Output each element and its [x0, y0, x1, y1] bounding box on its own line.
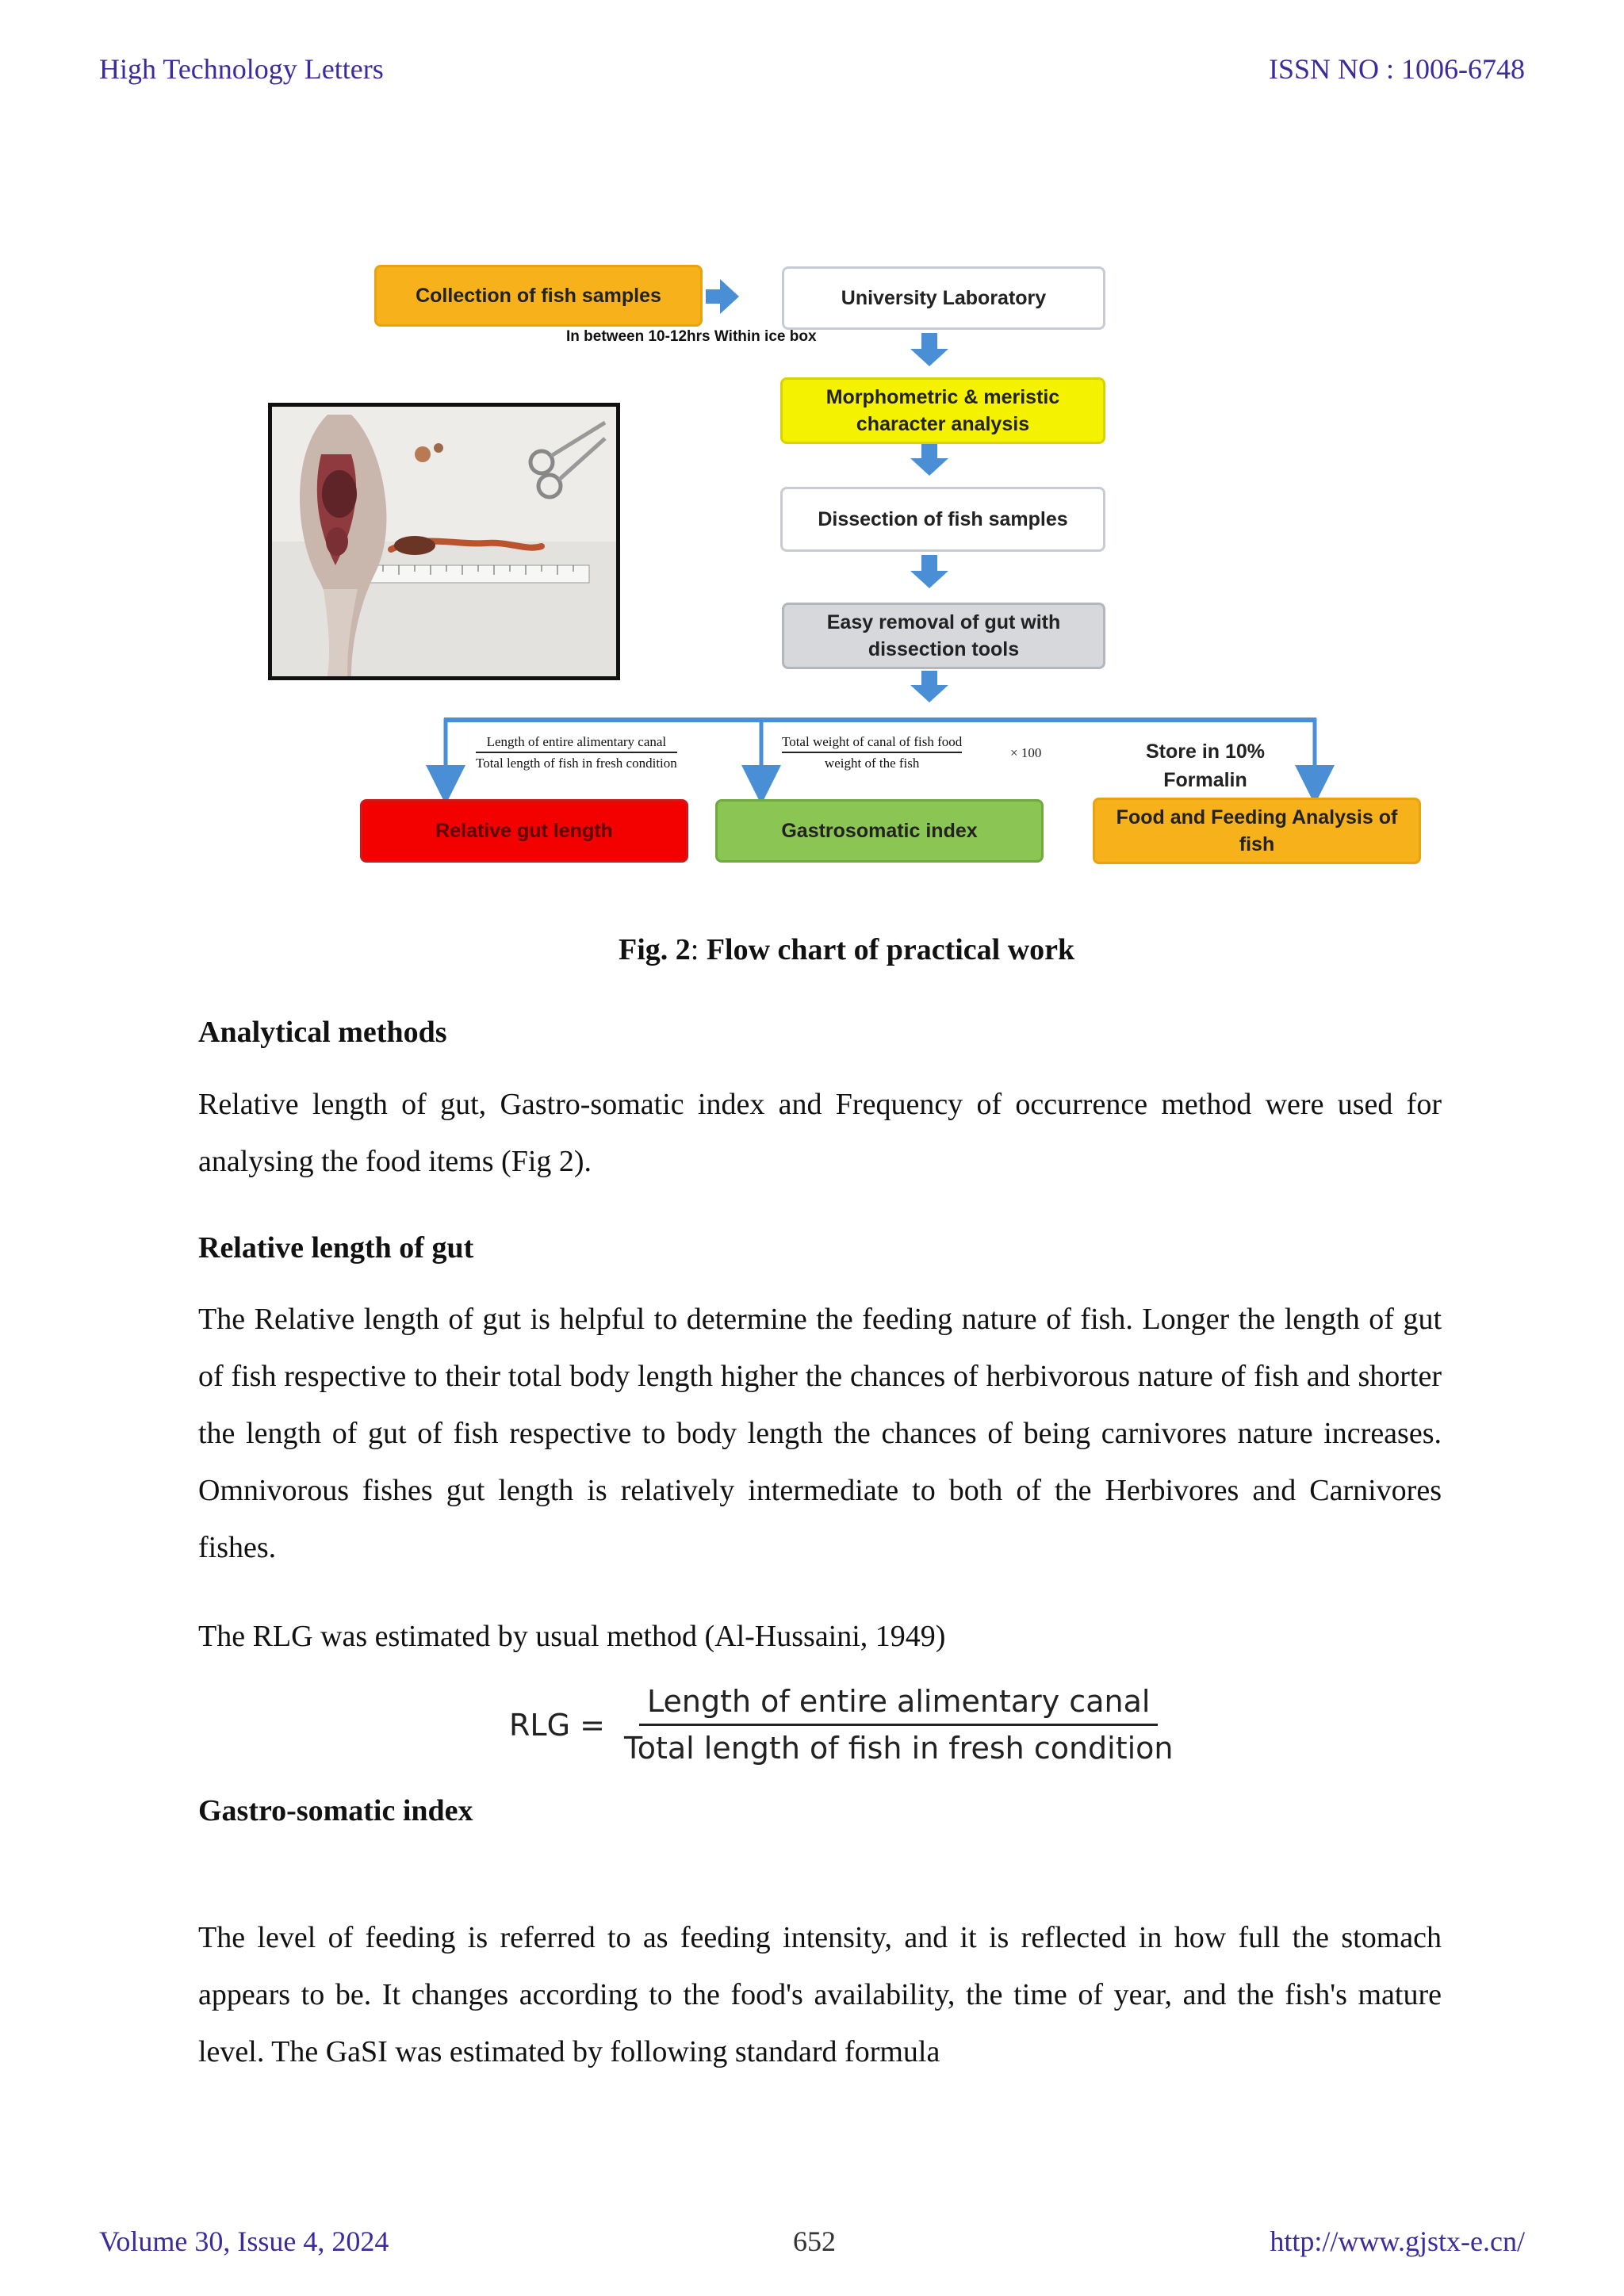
- figure-title: Flow chart of practical work: [706, 933, 1075, 966]
- morphometric-box: Morphometric & meristic character analysis: [780, 377, 1105, 444]
- collection-box: Collection of fish samples: [374, 265, 703, 327]
- gasi-heading: Gastro-somatic index: [198, 1794, 473, 1827]
- university-lab-box: University Laboratory: [782, 266, 1105, 330]
- relative-gut-length-box: Relative gut length: [360, 799, 688, 863]
- journal-url[interactable]: http://www.gjstx-e.cn/: [1270, 2225, 1525, 2257]
- gastrosomatic-index-box: Gastrosomatic index: [715, 799, 1044, 863]
- gasi-mini-formula: [782, 734, 962, 771]
- arrow-down-icon: [910, 333, 948, 366]
- analytical-methods-text: Relative length of gut, Gastro-somatic index and Frequency of occurrence method were used for analysing the food items (Fig 2).: [198, 1088, 1442, 1178]
- rlg-heading: Relative length of gut: [198, 1231, 474, 1265]
- gut-removal-box: Easy removal of gut with dissection tools: [782, 603, 1105, 669]
- issn-number: ISSN NO : 1006-6748: [1268, 53, 1525, 85]
- dissection-box: Dissection of fish samples: [780, 487, 1105, 552]
- rlg-fraction: [616, 1684, 1182, 1766]
- figure-caption-separator: :: [690, 933, 707, 966]
- rlg-formula-numerator: Length of entire alimentary canal: [639, 1684, 1158, 1726]
- food-feeding-box: Food and Feeding Analysis of fish: [1093, 798, 1421, 864]
- rlg-text: The Relative length of gut is helpful to determine the feeding nature of fish. Longer the length of gut of fish respective to their total body length higher the chances of herbivorous nature of fish and shorter the length of gut of fish respective to body length the chances of being carnivores nature increases. Omnivorous fishes gut length is relatively intermediate to both of the Herbivores and Carnivores fishes.: [198, 1303, 1442, 1564]
- rlg-formula: [509, 1684, 1182, 1766]
- figure-label: Fig. 2: [619, 933, 691, 966]
- rlg-formula-denominator: Total length of fish in fresh condition: [623, 1731, 1174, 1766]
- gasi-multiplier: × 100: [1010, 745, 1042, 760]
- analytical-methods-heading: Analytical methods: [198, 1016, 447, 1049]
- transport-note: In between 10-12hrs Within ice box: [566, 328, 817, 345]
- figure-caption: [619, 932, 1074, 967]
- rlg-mini-denominator: Total length of fish in fresh condition: [476, 756, 677, 771]
- rlg-formula-lhs: RLG =: [509, 1707, 605, 1743]
- dissection-photo: [268, 403, 620, 680]
- arrow-down-icon: [910, 444, 948, 476]
- arrow-down-icon: [910, 671, 948, 702]
- gasi-text: The level of feeding is referred to as feeding intensity, and it is reflected in how full the stomach appears to be. It changes according to the food's availability, the time of year, and the fish's mature level. The GaSI was estimated by following standard formula: [198, 1921, 1442, 2068]
- journal-name: High Technology Letters: [99, 53, 384, 85]
- rlg-mini-formula: [476, 734, 677, 771]
- rlg-mini-numerator: Length of entire alimentary canal: [476, 734, 677, 753]
- rlg-method-text: The RLG was estimated by usual method (Al-Hussaini, 1949): [198, 1620, 946, 1653]
- arrow-right-icon: [706, 279, 739, 314]
- volume-issue: Volume 30, Issue 4, 2024: [99, 2225, 389, 2257]
- page-number: 652: [793, 2225, 836, 2257]
- arrow-down-icon: [910, 555, 948, 588]
- gasi-mini-denominator: weight of the fish: [824, 756, 920, 771]
- dissected-fish-image: [272, 407, 616, 676]
- store-formalin-note: Store in 10% Formalin: [1145, 740, 1266, 791]
- gasi-mini-numerator: Total weight of canal of fish food: [782, 734, 962, 753]
